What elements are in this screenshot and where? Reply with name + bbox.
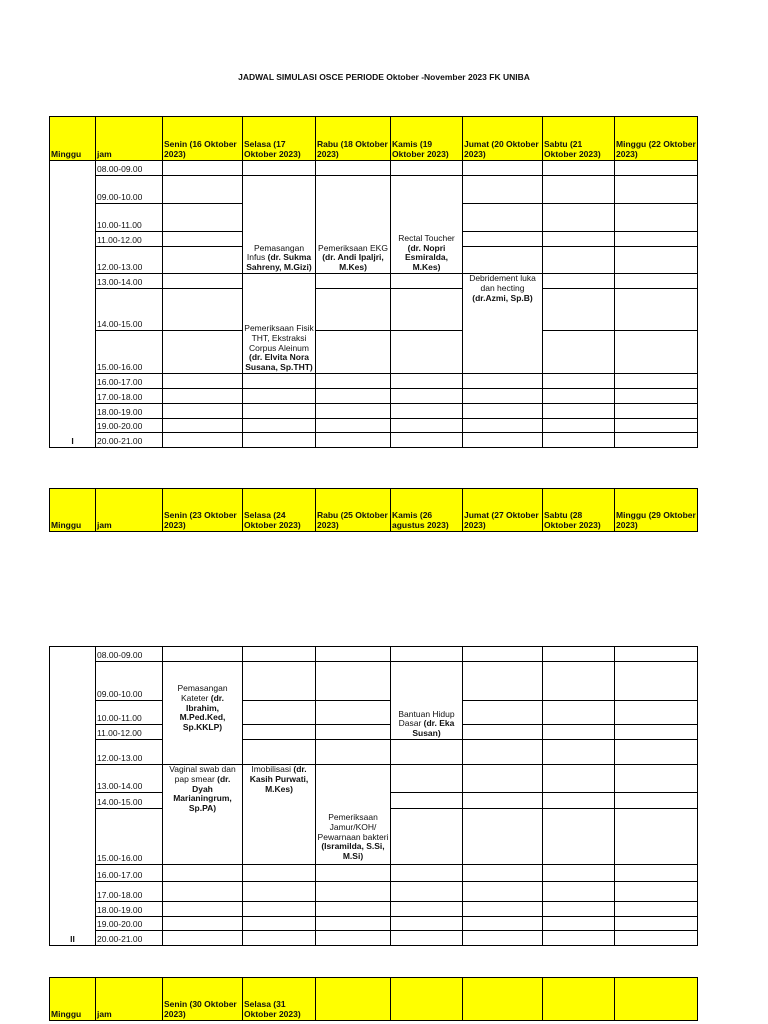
activity-instructor: (dr. Nopri Esmiralda, M.Kes) — [405, 242, 448, 273]
activity-text: Debridement luka dan hecting — [469, 273, 536, 293]
time-cell: 15.00-16.00 — [96, 809, 163, 865]
activity-text: Vaginal swab dan pap smear — [169, 764, 236, 784]
header-day: Selasa (24 Oktober 2023) — [243, 489, 316, 532]
time-cell: 16.00-17.00 — [96, 374, 163, 389]
header-day: Sabtu (21 Oktober 2023) — [543, 117, 615, 161]
activity-cell — [243, 765, 316, 865]
header-row — [50, 489, 698, 532]
table-row — [50, 765, 698, 793]
time-cell: 14.00-15.00 — [96, 793, 163, 809]
time-cell: 12.00-13.00 — [96, 740, 163, 765]
time-cell: 11.00-12.00 — [96, 232, 163, 247]
header-day: Jumat (20 Oktober 2023) — [463, 117, 543, 161]
table-row — [50, 389, 698, 404]
table-row — [50, 404, 698, 419]
header-day: Senin (23 Oktober 2023) — [163, 489, 243, 532]
time-cell: 18.00-19.00 — [96, 902, 163, 917]
time-cell: 20.00-21.00 — [96, 931, 163, 946]
activity-text: Pemeriksaan Jamur/KOH/ Pewarnaan bakteri — [317, 812, 389, 842]
header-minggu: Minggu — [50, 117, 96, 161]
table-row — [50, 331, 698, 374]
week-label: II — [50, 647, 96, 946]
table-row — [50, 902, 698, 917]
header-day — [615, 978, 698, 1021]
activity-text: Bantuan Hidup Dasar — [398, 708, 455, 729]
table-row — [50, 374, 698, 389]
table-row — [50, 419, 698, 433]
time-cell: 14.00-15.00 — [96, 289, 163, 331]
time-cell: 20.00-21.00 — [96, 433, 163, 448]
activity-instructor: (Isramilda, S.Si, M.Si) — [321, 841, 385, 862]
activity-cell — [463, 274, 543, 374]
header-row — [50, 978, 698, 1021]
activity-instructor: (dr. Andi Ipaljri, M.Kes) — [322, 252, 384, 273]
schedule-header-week-2 — [49, 488, 698, 532]
table-row — [50, 931, 698, 946]
header-day: Senin (16 Oktober 2023) — [163, 117, 243, 161]
week-label: I — [50, 161, 96, 448]
table-row — [50, 176, 698, 204]
table-row — [50, 917, 698, 931]
activity-text: Pemeriksaan EKG — [318, 242, 388, 253]
header-day — [316, 978, 391, 1021]
time-cell: 10.00-11.00 — [96, 204, 163, 232]
table-row — [50, 701, 698, 725]
header-jam: jam — [96, 978, 163, 1021]
time-cell: 18.00-19.00 — [96, 404, 163, 419]
header-day — [463, 978, 543, 1021]
time-cell: 13.00-14.00 — [96, 274, 163, 289]
table-row — [50, 433, 698, 448]
header-day: Selasa (31 Oktober 2023) — [243, 978, 316, 1021]
table-row — [50, 647, 698, 662]
activity-cell — [391, 662, 463, 740]
activity-text: Rectal Toucher — [398, 232, 455, 243]
schedule-header-week-3 — [49, 977, 698, 1021]
activity-instructor: (dr. Eka Susan) — [412, 718, 455, 739]
header-minggu: Minggu — [50, 489, 96, 532]
header-day: Sabtu (28 Oktober 2023) — [543, 489, 615, 532]
table-row — [50, 161, 698, 176]
header-day: Kamis (19 Oktober 2023) — [391, 117, 463, 161]
page-title: JADWAL SIMULASI OSCE PERIODE Oktober -November 2023 FK UNIBA — [238, 72, 530, 82]
activity-cell — [163, 765, 243, 865]
table-row — [50, 740, 698, 765]
time-cell: 19.00-20.00 — [96, 419, 163, 433]
time-cell: 09.00-10.00 — [96, 662, 163, 701]
activity-text: Imobilisasi — [251, 764, 294, 774]
activity-instructor: (dr. Ibrahim, M.Ped.Ked, Sp.KKLP) — [179, 692, 226, 733]
schedule-table-week-2 — [49, 646, 698, 946]
activity-cell — [163, 662, 243, 765]
header-day — [391, 978, 463, 1021]
activity-instructor: (dr. Kasih Purwati, M.Kes) — [249, 764, 309, 794]
schedule-table-week-1 — [49, 116, 698, 448]
table-row — [50, 289, 698, 331]
header-row — [50, 117, 698, 161]
activity-instructor: (dr. Sukma Sahreny, M.Gizi) — [246, 252, 312, 273]
time-cell: 08.00-09.00 — [96, 647, 163, 662]
table-row — [50, 865, 698, 882]
activity-cell — [316, 765, 391, 865]
time-cell: 09.00-10.00 — [96, 176, 163, 204]
table-row — [50, 274, 698, 289]
header-jam: jam — [96, 489, 163, 532]
table-row — [50, 725, 698, 740]
time-cell: 10.00-11.00 — [96, 701, 163, 725]
time-cell: 13.00-14.00 — [96, 765, 163, 793]
time-cell: 17.00-18.00 — [96, 882, 163, 902]
activity-text: Pemeriksaan Fisik THT, Ekstraksi Corpus Aleinum — [244, 323, 314, 353]
activity-cell — [243, 274, 316, 374]
header-day: Minggu (29 Oktober 2023) — [615, 489, 698, 532]
time-cell: 19.00-20.00 — [96, 917, 163, 931]
header-day — [543, 978, 615, 1021]
activity-cell — [391, 176, 463, 274]
activity-text: Pemasangan Kateter — [177, 683, 228, 703]
table-row — [50, 882, 698, 902]
time-cell: 08.00-09.00 — [96, 161, 163, 176]
activity-text: Pemasangan Infus — [246, 242, 305, 263]
header-day: Selasa (17 Oktober 2023) — [243, 117, 316, 161]
activity-cell — [243, 176, 316, 274]
time-cell: 11.00-12.00 — [96, 725, 163, 740]
time-cell: 17.00-18.00 — [96, 389, 163, 404]
header-day: Kamis (26 agustus 2023) — [391, 489, 463, 532]
activity-instructor: (dr.Azmi, Sp.B) — [472, 292, 533, 303]
time-cell: 16.00-17.00 — [96, 865, 163, 882]
time-cell: 15.00-16.00 — [96, 331, 163, 374]
header-day: Rabu (25 Oktober 2023) — [316, 489, 391, 532]
header-day: Jumat (27 Oktober 2023) — [463, 489, 543, 532]
header-day: Senin (30 Oktober 2023) — [163, 978, 243, 1021]
activity-instructor: (dr. Dyah Marianingrum, Sp.PA) — [173, 773, 232, 814]
activity-cell — [316, 176, 391, 274]
header-jam: jam — [96, 117, 163, 161]
header-day: Minggu (22 Oktober 2023) — [615, 117, 698, 161]
header-minggu: Minggu — [50, 978, 96, 1021]
time-cell: 12.00-13.00 — [96, 247, 163, 274]
header-day: Rabu (18 Oktober 2023) — [316, 117, 391, 161]
activity-instructor: (dr. Elvita Nora Susana, Sp.THT) — [245, 352, 313, 373]
table-row — [50, 662, 698, 701]
